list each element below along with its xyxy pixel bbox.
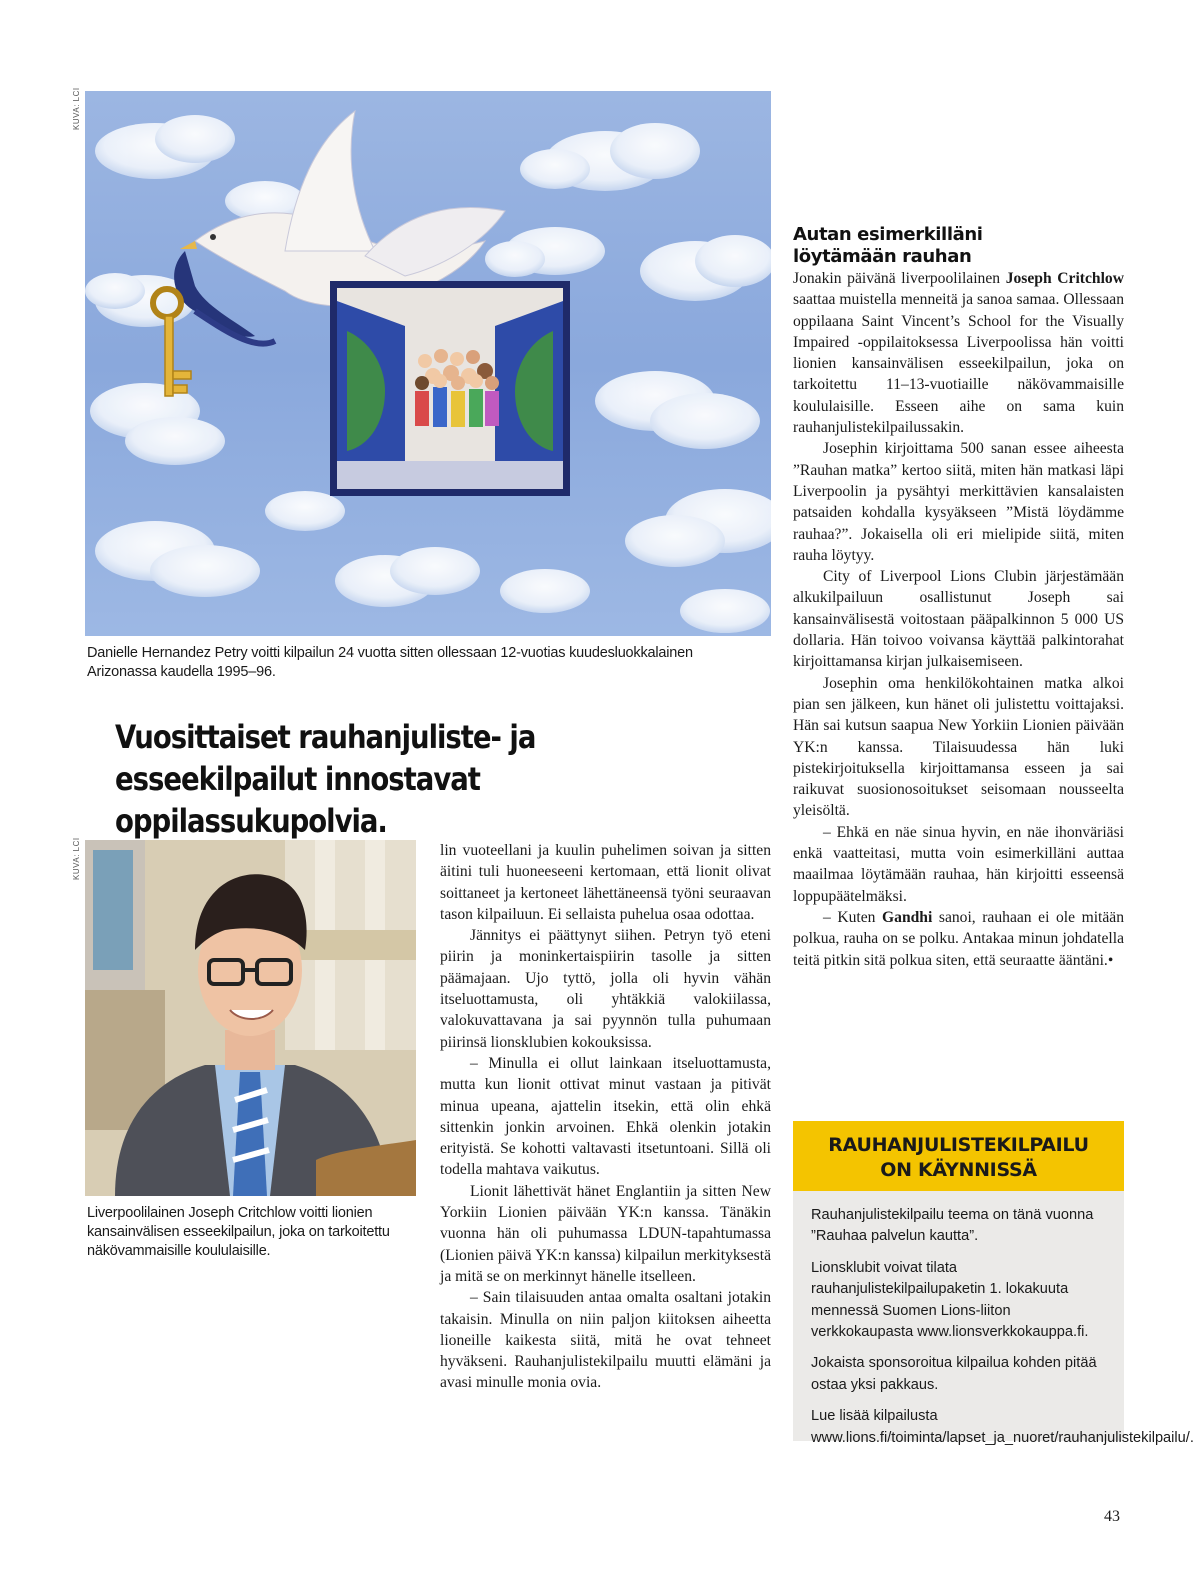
right-paragraph-4: Josephin oma henkilökohtainen matka alkoi pian sen jälkeen, kun hänet oli julistettu voittajaksi. Hän sai kutsun saapua New Yorkiin Lionien päivään YK:n kanssa. Tilaisuudessa hän luki pistekirjoituksella kirjoittamansa esseen ja sai raikuvat suosionosoitukset seisomaan nousseelta yleisöltä. xyxy=(793,674,1124,820)
right-paragraph-6 xyxy=(793,907,1124,971)
window-illustration xyxy=(330,281,570,496)
infobox-title-line-2: ON KÄYNNISSÄ xyxy=(880,1159,1037,1181)
middle-paragraph-5: – Sain tilaisuuden antaa omalta osaltani jotakin takaisin. Minulla on niin paljon kiitoksen aiheetta lioneille kaikesta siitä, mitä he ovat tehneet hyväkseni. Rauhanjulistekilpailu muutti elämäni ja avasi minulle monia ovia. xyxy=(440,1289,771,1392)
infobox-body xyxy=(793,1191,1194,1446)
right-paragraph-1-text-b: saattaa muistella menneitä ja sanoa samaa. Ollessaan oppilaana Saint Vincent’s School for the Visually Impaired -oppilaitoksessa Liverpoolissa hän voitti lionien kansainvälisen esseekilpailun, joka on tarkoitettu 11–13-vuotiaille näkövammaisille koululaisille. Esseen aihe on sama kuin rauhanjulistekilpailussakin. xyxy=(793,291,1124,437)
peace-poster-painting xyxy=(85,91,771,636)
middle-paragraph-1: lin vuoteellani ja kuulin puhelimen soivan ja sitten äitini tuli huoneeseeni kertomaan, että lionit olivat soittaneet ja kertoneet lähettäneensä työni seuraavan tason kilpailuun. Ei sellaista puhelua osaa odottaa. xyxy=(440,842,771,923)
subhead-line-2: löytämään rauhan xyxy=(793,246,972,267)
infobox-item-1: Rauhanjulistekilpailu teema on tänä vuonna ”Rauhaa palvelun kautta”. xyxy=(811,1207,1094,1245)
photo-caption: Liverpoolilainen Joseph Critchlow voitti lionien kansainvälisen esseekilpailun, joka on tarkoitettu näkövammaisille koululaisille. xyxy=(87,1205,390,1259)
painting-credit: KUVA: LCI xyxy=(72,87,81,130)
right-paragraph-5: – Ehkä en näe sinua hyvin, en näe ihonväriäsi enkä vaatteitasi, mutta voin esimerkilläni auttaa maailmaa löytämään rauhaa, hän kirjoitti esseensä loppupäätelmäksi. xyxy=(793,823,1124,905)
joseph-name: Joseph Critchlow xyxy=(1005,270,1124,287)
middle-paragraph-4: Lionit lähettivät hänet Englantiin ja sitten New Yorkiin Lionien päivään YK:n kanssa. Tänäkin vuonna hän oli puhumassa LDUN-tapahtumassa (Lionien päivä YK:n kanssa) kilpailun merkityksestä ja mitä se on merkinnyt hänelle itselleen. xyxy=(440,1182,771,1285)
right-paragraph-1-text-a: Jonakin päivänä liverpoolilainen xyxy=(793,270,1006,287)
pull-quote: Vuosittaiset rauhanjuliste- ja esseekilpailut innostavat oppilassukupolvia. xyxy=(115,718,536,840)
infobox-title-line-1: RAUHANJULISTEKILPAILU xyxy=(828,1134,1089,1156)
right-paragraph-3: City of Liverpool Lions Clubin järjestämään alkukilpailuun osallistunut Joseph sai kansainvälisestä voitostaan pääpalkinnon 5 000 US dollaria. Hän toivoo voivansa käyttää palkintorahat kirjoittamansa kirjan julkaisemiseen. xyxy=(793,568,1124,671)
right-paragraph-6-text-b: sanoi, rauhaan ei ole mitään polkua, rauha on se polku. Antakaa minun johdatella teitä pitkin sitä polkua siten, että seuraatte ääntäni. xyxy=(793,908,1124,969)
painting-caption: Danielle Hernandez Petry voitti kilpailun 24 vuotta sitten ollessaan 12-vuotias kuudesluokkalainen Arizonassa kaudella 1995–96. xyxy=(87,645,693,680)
end-mark: • xyxy=(1107,951,1114,969)
joseph-photo xyxy=(85,840,416,1196)
middle-column xyxy=(440,840,771,1394)
right-column xyxy=(793,224,1124,971)
right-paragraph-1 xyxy=(793,268,1124,438)
right-paragraph-2: Josephin kirjoittama 500 sanan essee aiheesta ”Rauhan matka” kertoo siitä, miten hän matkasi läpi Liverpoolin ja pysähtyi merkittävien kansalaisten patsaiden kohdalla kysyäkseen ”Mistä löydämme rauhaa?”. Jokaisella oli eri mielipide siitä, miten rauha löytyy. xyxy=(793,440,1124,564)
infobox-header xyxy=(793,1121,1124,1191)
section-subhead xyxy=(793,224,1124,268)
middle-paragraph-2: Jännitys ei päättynyt siihen. Petryn työ eteni piirin ja moninkertaispiirin tasolle ja sitten päämajaan. Ujo tyttö, jolla oli hyvin vähän itseluottamusta, oli yhtäkkiä valokiilassa, valokuvattavana ja sai pyynnön tulla puhumaan piirinsä lionsklubien kokouksissa. xyxy=(440,927,771,1051)
right-paragraph-6-text-a: – Kuten xyxy=(823,908,883,926)
middle-paragraph-3: – Minulla ei ollut lainkaan itseluottamusta, mutta kun lionit ottivat minut vastaan ja pitivät minua upeana, ajattelin itsekin, että olin ehkä sittenkin jonkin arvoinen. Ehkä olenkin jotakin erityistä. Se kohotti valtavasti itsetuntoani. Sillä oli todella mahtava vaikutus. xyxy=(440,1054,771,1179)
infobox-item-3: Jokaista sponsoroitua kilpailua kohden pitää ostaa yksi pakkaus. xyxy=(811,1355,1097,1393)
subhead-line-1: Autan esimerkilläni xyxy=(793,224,983,245)
gandhi-name: Gandhi xyxy=(882,908,933,926)
infobox-item-4: Lue lisää kilpailusta www.lions.fi/toiminta/lapset_ja_nuoret/rauhanjulistekilpailu/. xyxy=(811,1408,1194,1446)
photo-credit: KUVA: LCI xyxy=(72,837,81,880)
infobox-item-2: Lionsklubit voivat tilata rauhanjulistekilpailupaketin 1. lokakuuta mennessä Suomen Lions-liiton verkkokaupasta www.lionsverkkokauppa.fi. xyxy=(811,1259,1089,1341)
contest-infobox xyxy=(793,1121,1194,1446)
page-number: 43 xyxy=(1104,1508,1120,1525)
